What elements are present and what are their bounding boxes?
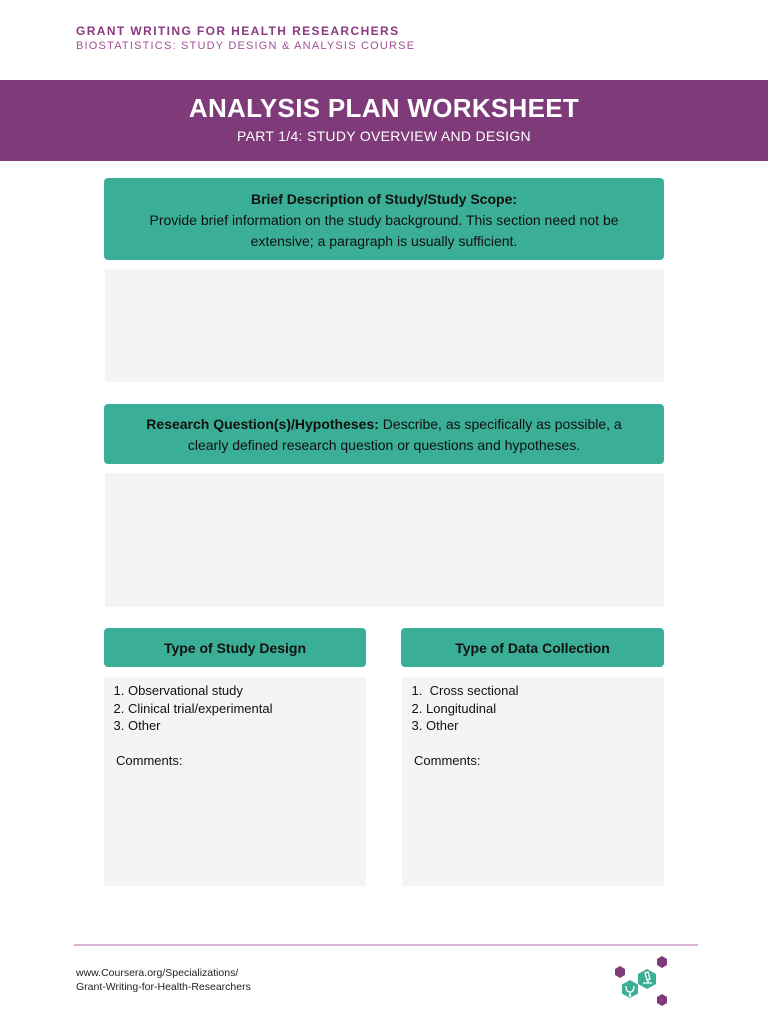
study-design-answer-area[interactable] <box>104 677 366 886</box>
course-subtitle: BIOSTATISTICS: STUDY DESIGN & ANALYSIS COURSE <box>76 40 416 52</box>
hexagon-logo-icon <box>612 954 672 1008</box>
list-item: 2. Longitudinal <box>426 700 654 718</box>
research-question-instructions: Describe, as specifically as possible, a clearly defined research question or questions and hypotheses. <box>187 416 622 453</box>
brief-description-header <box>104 178 664 260</box>
data-collection-header <box>401 628 664 667</box>
course-title: GRANT WRITING FOR HEALTH RESEARCHERS <box>76 24 400 38</box>
research-question-label: Research Question(s)/Hypotheses: <box>146 416 379 432</box>
list-item: 1. Cross sectional <box>426 682 654 700</box>
page-title: ANALYSIS PLAN WORKSHEET <box>188 93 580 123</box>
small-hexagon-icon <box>657 956 667 968</box>
study-design-header <box>104 628 366 667</box>
study-design-comments-label: Comments: <box>116 752 183 768</box>
study-design-title: Type of Study Design <box>163 640 307 656</box>
footer-divider <box>74 944 698 946</box>
data-collection-options <box>414 682 654 735</box>
brief-description-label: Brief Description of Study/Study Scope: <box>250 191 518 207</box>
data-collection-title: Type of Data Collection <box>455 640 610 656</box>
title-banner <box>0 80 768 161</box>
footer-url-line1: www.Coursera.org/Specializations/ <box>76 967 239 979</box>
research-question-header <box>104 404 664 464</box>
footer-url-line2: Grant-Writing-for-Health-Researchers <box>76 981 251 993</box>
study-design-options <box>116 682 356 735</box>
course-header <box>76 24 415 54</box>
list-item: 1. Observational study <box>128 682 356 700</box>
small-hexagon-icon <box>657 994 667 1006</box>
data-collection-answer-area[interactable] <box>402 677 664 886</box>
research-question-answer-area[interactable] <box>105 473 664 607</box>
footer-url[interactable] <box>76 966 251 994</box>
brief-description-instructions: Provide brief information on the study background. This section need not be extensive; a paragraph is usually sufficient. <box>149 212 619 249</box>
list-item: 3. Other <box>426 717 654 735</box>
brief-description-answer-area[interactable] <box>105 269 664 382</box>
data-collection-comments-label: Comments: <box>414 752 481 768</box>
list-item: 2. Clinical trial/experimental <box>128 700 356 718</box>
page-subtitle: PART 1/4: STUDY OVERVIEW AND DESIGN <box>237 128 531 144</box>
list-item: 3. Other <box>128 717 356 735</box>
small-hexagon-icon <box>615 966 625 978</box>
